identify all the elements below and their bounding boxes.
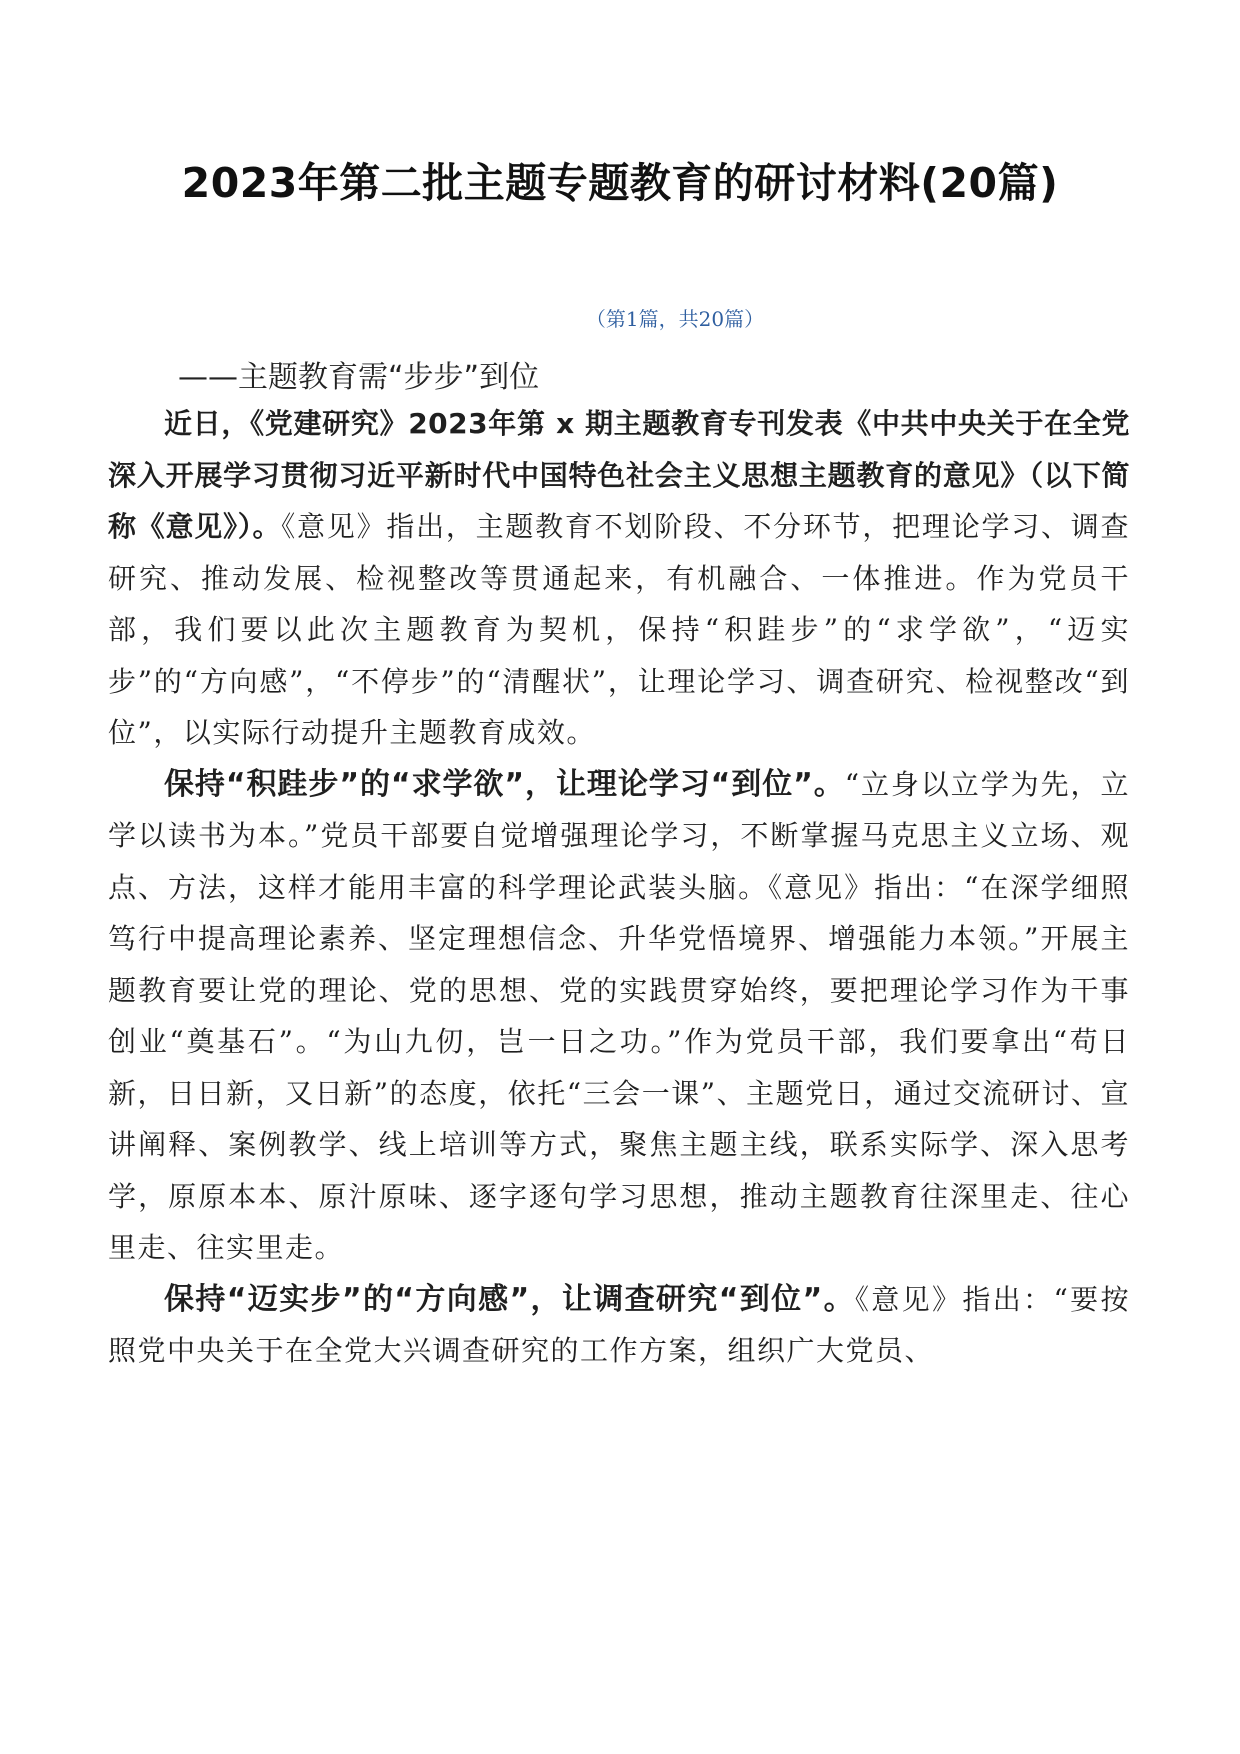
paragraph-text: 《意见》指出，主题教育不划阶段、不分环节，把理论学习、调查研究、推动发展、检视整改等贯通起来，有机融合、一体推进。作为党员干部，我们要以此次主题教育为契机，保持“积跬步”的“求学欲”，“迈实步”的“方向感”，“不停步”的“清醒状”，让理论学习、调查研究、检视整改“到位”，以实际行动提升主题教育成效。	[108, 510, 1130, 749]
paragraph-intro	[108, 398, 1130, 759]
paragraph-research	[108, 1274, 1130, 1377]
document-title: 2023年第二批主题专题教育的研讨材料(20篇)	[181, 159, 1059, 207]
paragraph-text: 《意见》指出：“要按照党中央关于在全党大兴调查研究的工作方案，组织广大党员、	[108, 1282, 1130, 1367]
document-subtitle: ——主题教育需“步步”到位	[178, 360, 540, 395]
section-heading: 保持“积跬步”的“求学欲”，让理论学习“到位”。	[164, 766, 845, 802]
paragraph-theory-study	[108, 759, 1130, 1274]
document-body	[108, 398, 1130, 1377]
part-indicator: （第1篇，共20篇）	[585, 307, 765, 331]
paragraph-lead: 近日，《党建研究》2023年第 x 期主题教育专刊发表《中共中央关于在全党深入开展学习贯彻习近平新时代中国特色社会主义思想主题教育的意见》（以下简称《意见》）。	[108, 407, 1130, 543]
paragraph-text: “立身以立学为先，立学以读书为本。”党员干部要自觉增强理论学习，不断掌握马克思主义立场、观点、方法，这样才能用丰富的科学理论武装头脑。《意见》指出：“在深学细照笃行中提高理论素养、坚定理想信念、升华党悟境界、增强能力本领。”开展主题教育要让党的理论、党的思想、党的实践贯穿始终，要把理论学习作为干事创业“奠基石”。“为山九仞，岂一日之功。”作为党员干部，我们要拿出“苟日新，日日新，又日新”的态度，依托“三会一课”、主题党日，通过交流研讨、宣讲阐释、案例教学、线上培训等方式，聚焦主题主线，联系实际学、深入思考学，原原本本、原汁原味、逐字逐句学习思想，推动主题教育往深里走、往心里走、往实里走。	[108, 767, 1130, 1264]
section-heading: 保持“迈实步”的“方向感”，让调查研究“到位”。	[164, 1281, 855, 1317]
